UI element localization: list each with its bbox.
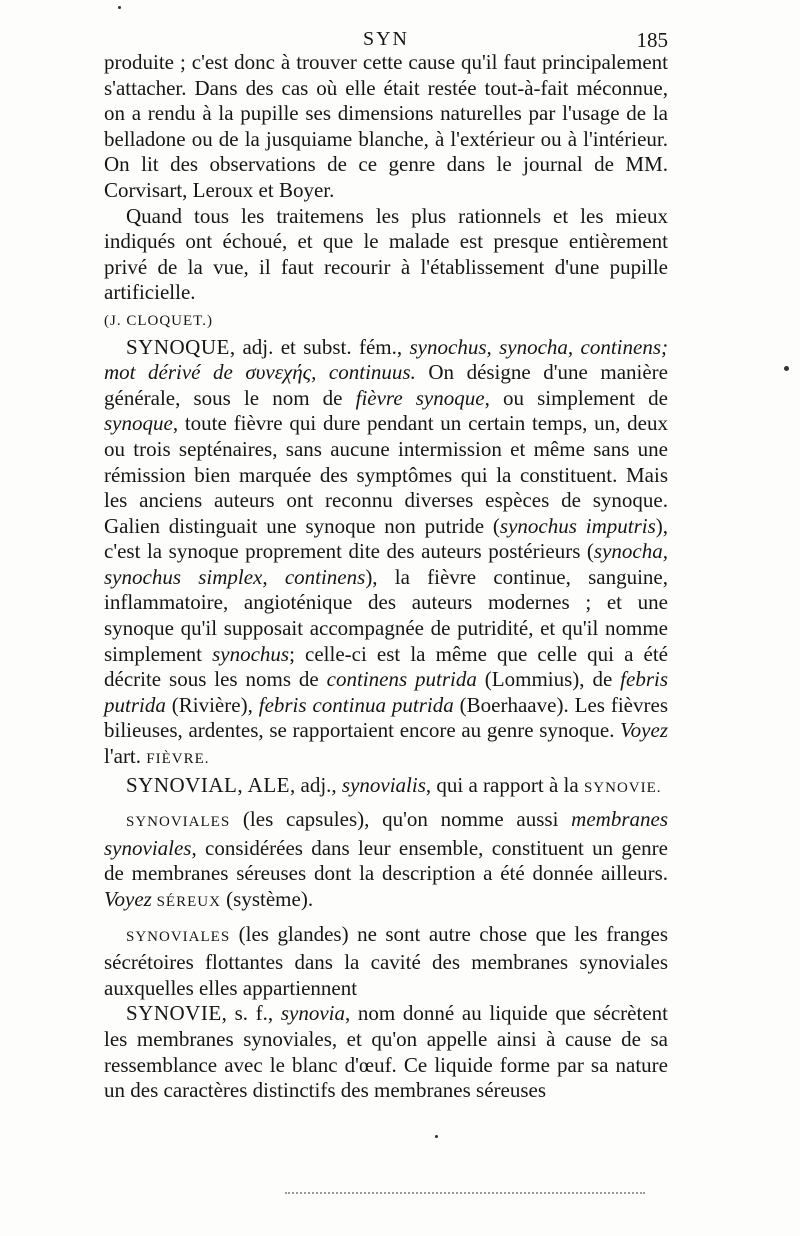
entry-synoque-ref: l'art. xyxy=(104,744,147,769)
entry-synovie xyxy=(104,1001,668,1103)
entry-synoque-text-5: ), la fièvre continue, sanguine, inflammatoire, angioténique des auteurs modernes ; et une synoque qu'il supposait accompagnée de putridité, et qu'il nomme simplement xyxy=(104,564,668,666)
cross-reference-fievre: FIÈVRE. xyxy=(146,751,210,768)
entry-synovie-headword: SYNOVIE xyxy=(126,1001,222,1026)
entry-synoque-greek: συνεχής, continuus. xyxy=(245,360,416,385)
author-signature-text: (J. CLOQUET.) xyxy=(104,312,213,329)
entry-synoque-voyez: Voyez xyxy=(620,718,668,743)
body-text xyxy=(104,50,668,1104)
entry-synoque-italic-5: synochus xyxy=(212,641,290,666)
entry-synoviales-capsules-text-2: , considérées dans leur ensemble, constituent un genre de membranes séreuses dont la description a été donnée ailleurs. xyxy=(104,835,668,886)
entry-synoviales-capsules-italic: membranes synoviales xyxy=(104,807,668,860)
entry-synovial-headword: SYNOVIAL, ALE xyxy=(126,772,290,797)
ink-speck xyxy=(784,366,789,371)
ink-speck xyxy=(435,1135,438,1138)
entry-synoviales-glandes-text: (les glandes) ne sont autre chose que les franges sécrétoires flottantes dans la cavité des membranes synoviales auxquelles elles appartiennent xyxy=(104,921,668,1000)
running-head-title: SYN xyxy=(362,28,409,50)
entry-synovial-text: , qui a rapport à la xyxy=(425,772,584,797)
entry-synoviales-capsules-end: (système). xyxy=(220,887,314,911)
entry-synoviales-capsules-headword: SYNOVIALES xyxy=(126,814,231,831)
cross-reference-sereux: SÉREUX xyxy=(151,894,221,910)
entry-synoque-italic-7: febris putrida xyxy=(104,667,669,717)
entry-synoque-text-7: (Lommius), de xyxy=(476,667,621,692)
entry-synovie-text: , nom donné au liquide que sécrètent les membranes synoviales, et qu'on appelle ainsi à cause de sa ressemblance avec le blanc d'œuf. Ce liquide forme par sa nature un des caractères distinctifs des membranes séreuses xyxy=(104,1001,668,1103)
paragraph-artificial-pupil-text: Quand tous les traitemens les plus rationnels et les mieux indiqués ont échoué, et que le malade est presque entièrement privé de la vue, il faut recourir à l'établissement d'une pupille artificielle. xyxy=(104,203,668,305)
entry-synoque-italic-1: fièvre synoque xyxy=(355,385,485,410)
entry-synoviales-capsules xyxy=(104,807,668,915)
entry-synoque-latin: synochus, synocha, continens xyxy=(409,334,661,359)
entry-synoviales-glandes xyxy=(104,922,668,1002)
entry-synoviales-capsules-text-1: (les capsules), qu'on nomme aussi xyxy=(230,807,572,832)
entry-synoque-text-6: ; celle-ci est la même que celle qui a été décrite sous les noms de xyxy=(104,641,668,692)
entry-synoque-text-9: (Boerhaave). Les fièvres bilieuses, ardentes, se rapportaient encore au genre synoque. xyxy=(104,692,668,743)
entry-synoque-headword: SYNOQUE xyxy=(126,334,230,359)
bottom-rule xyxy=(285,1192,645,1194)
entry-synoque-pos: , adj. et subst. fém., xyxy=(229,334,410,359)
entry-synoque-italic-6: continens putrida xyxy=(326,667,477,692)
entry-synovial-pos: , adj., xyxy=(290,772,342,797)
entry-synoque-text-3: , toute fièvre qui dure pendant un certain temps, un, deux ou trois septénaires, sans aucune intermission et même sans une rémission bien marquée des symptômes qui la constituent. Mais les anciens auteurs ont reconnu diverses espèces de synoque. Galien distinguait une synoque non putride ( xyxy=(104,411,668,538)
ink-speck xyxy=(118,6,121,9)
entry-synoque-italic-8: febris continua putrida xyxy=(258,692,454,717)
entry-synoviales-glandes-headword: SYNOVIALES xyxy=(126,928,231,945)
entry-synoque-derive: ; mot dérivé de xyxy=(104,334,668,385)
entry-synovie-latin: synovia xyxy=(280,1001,345,1026)
entry-synoque-text-4: ), c'est la synoque proprement dite des auteurs postérieurs ( xyxy=(104,513,669,564)
entry-synovie-pos: , s. f., xyxy=(221,1001,281,1026)
author-signature xyxy=(104,306,668,335)
entry-synoque-italic-2: synoque xyxy=(104,411,173,436)
entry-synoque-italic-4: synocha, synochus simplex, continens xyxy=(104,539,668,589)
entry-synovial xyxy=(104,773,668,802)
page-number: 185 xyxy=(636,28,668,52)
cross-reference-synovie: SYNOVIE. xyxy=(583,779,662,796)
entry-synoviales-capsules-voyez: Voyez xyxy=(104,887,152,911)
entry-synoque-text-8: (Rivière), xyxy=(165,692,259,717)
entry-synoque-text-1: On désigne d'une manière générale, sous le nom de xyxy=(104,360,668,410)
entry-synoque xyxy=(104,335,668,773)
entry-synoque-italic-3: synochus imputris xyxy=(499,513,656,538)
paragraph-pupil-treatment: produite ; c'est donc à trouver cette cause qu'il faut principalement s'attacher. Dans des cas où elle était restée tout-à-fait méconnue, on a rendu à la pupille ses dimensions naturelles par l'usage de la belladone ou de la jusquiame blanche, à l'extérieur ou à l'intérieur. On lit des observations de ce genre dans le journal de MM. Corvisart, Leroux et Boyer. xyxy=(104,50,668,202)
entry-synovial-latin: synovialis xyxy=(341,772,426,797)
paragraph-artificial-pupil xyxy=(104,204,668,306)
entry-synoque-text-2: , ou simplement de xyxy=(484,385,668,410)
